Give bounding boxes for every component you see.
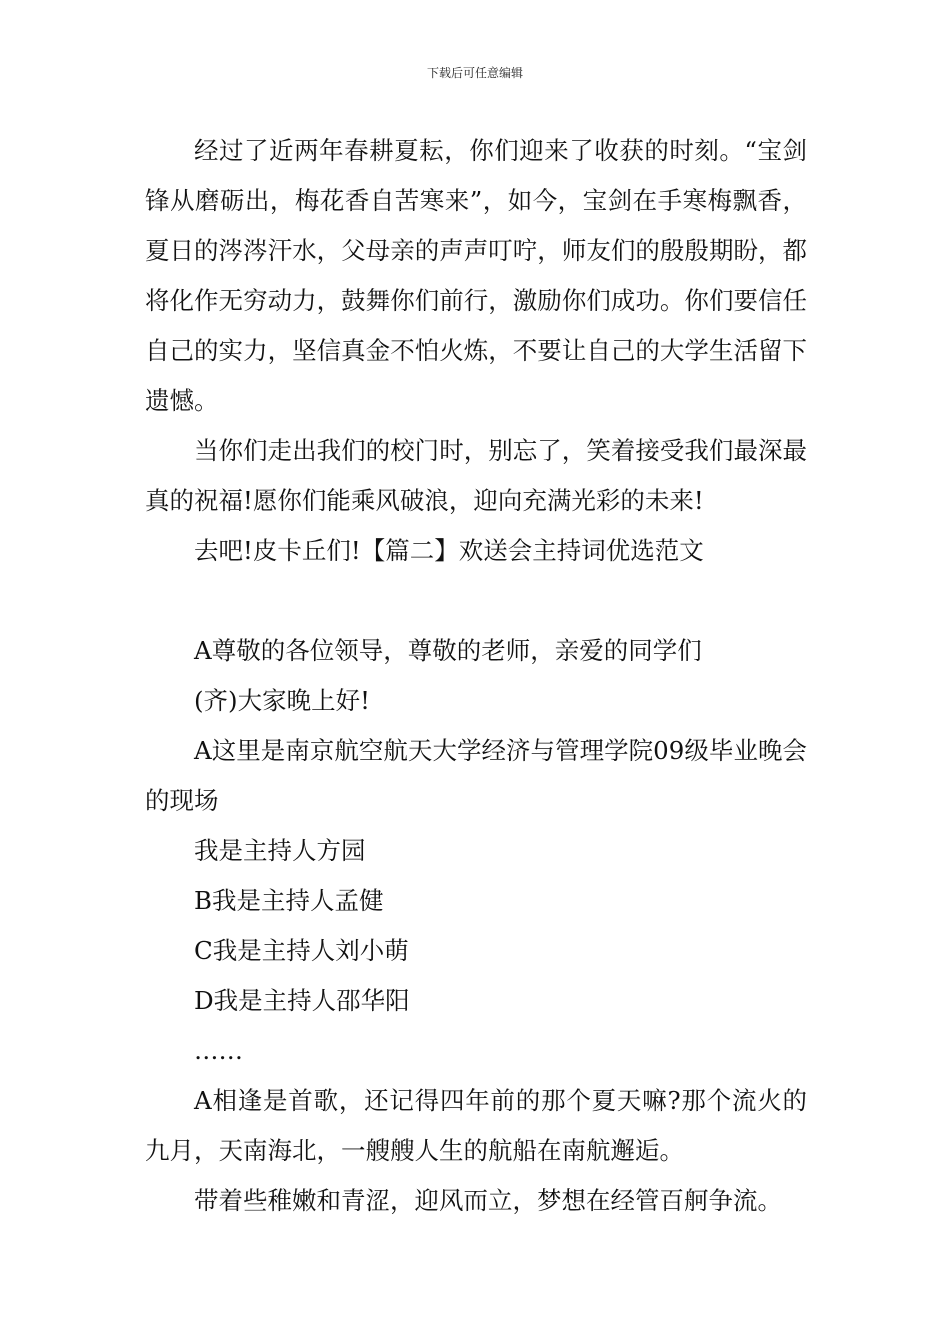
paragraph-all-hello: (齐)大家晚上好! (194, 686, 370, 715)
paragraph-harvest: 经过了近两年春耕夏耘，你们迎来了收获的时刻。“宝剑锋从磨砺出，梅花香自苦寒来”，如今，宝剑在手寒梅飘香，夏日的涔涔汗水，父母亲的声声叮咛，师友们的殷殷期盼，都将化作无穷动力，鼓舞你们前行，激励你们成功。你们要信任自己的实力，坚信真金不怕火炼，不要让自己的大学生活留下遗憾。 (145, 136, 807, 415)
paragraph-blessing: 当你们走出我们的校门时，别忘了，笑着接受我们最深最真的祝福!愿你们能乘风破浪，迎向充满光彩的未来! (145, 436, 807, 515)
paragraph-song: A相逢是首歌，还记得四年前的那个夏天嘛?那个流火的九月，天南海北，一艘艘人生的航船在南航邂逅。 (145, 1086, 807, 1165)
paragraph-host-fang: 我是主持人方园 (194, 836, 366, 865)
paragraph-dream: 带着些稚嫩和青涩，迎风而立，梦想在经管百舸争流。 (194, 1186, 782, 1215)
paragraph-greeting: A尊敬的各位领导，尊敬的老师，亲爱的同学们 (194, 636, 702, 665)
paragraph-host-liu: C我是主持人刘小萌 (194, 936, 409, 965)
paragraph-section-title: 去吧!皮卡丘们!【篇二】欢送会主持词优选范文 (194, 536, 704, 565)
paragraph-venue: A这里是南京航空航天大学经济与管理学院09级毕业晚会的现场 (145, 736, 807, 815)
paragraph-host-shao: D我是主持人邵华阳 (194, 986, 410, 1015)
paragraph-ellipsis: …… (194, 1036, 243, 1065)
document-body (145, 126, 807, 1226)
page-header: 下载后可任意编辑 (426, 66, 523, 80)
blank-line (145, 576, 807, 626)
paragraph-host-meng: B我是主持人孟健 (194, 886, 384, 915)
